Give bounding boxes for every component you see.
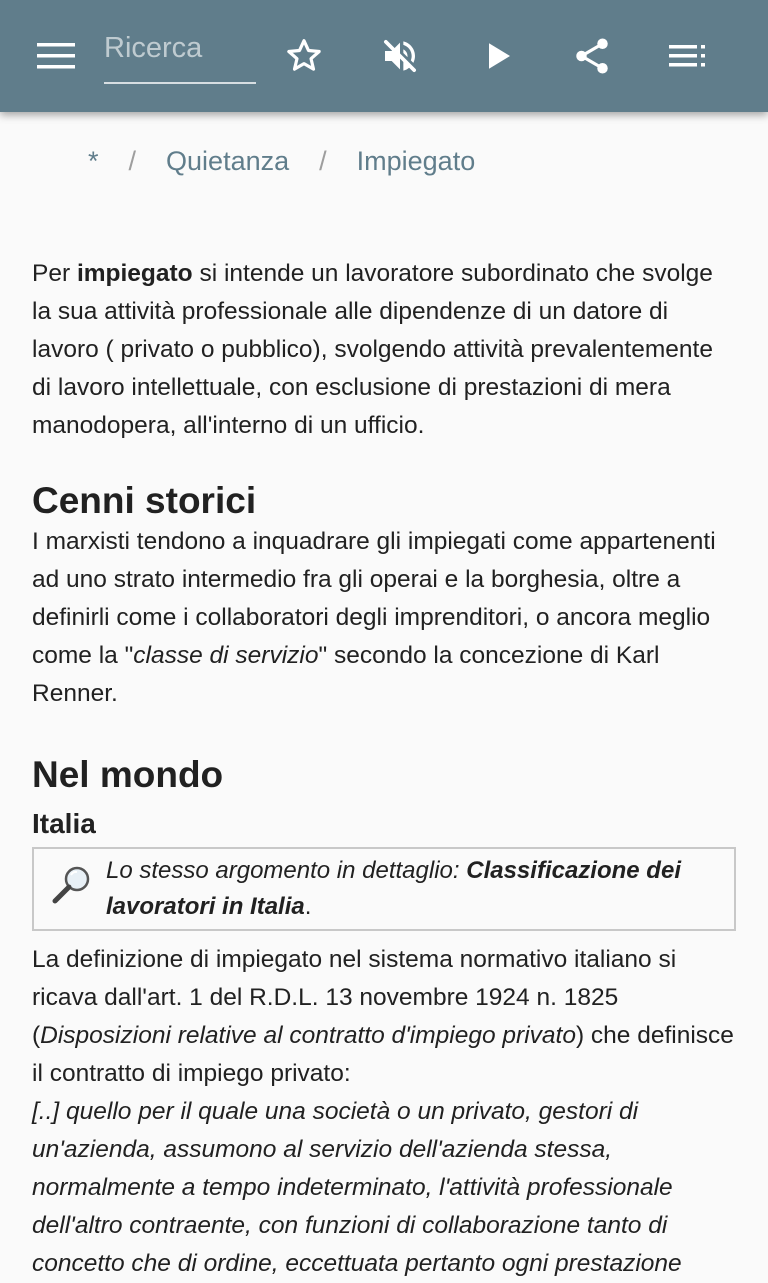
- italia-quote: [..] quello per il quale una società o un privato, gestori di un'azienda, assumono al servizio dell'azienda stessa, normalmente a tempo indeterminato, l'attività professionale dell'altro contraente, con funzioni di collaborazione tanto di concetto che di ordine, eccettuata pertanto ogni prestazione: [32, 1098, 682, 1277]
- section-heading-nel-mondo: Nel mondo: [32, 754, 224, 795]
- see-also-link[interactable]: Classificazione dei lavoratori in Italia: [106, 857, 681, 920]
- breadcrumb-separator: /: [319, 146, 327, 176]
- intro-term: impiegato: [76, 260, 193, 287]
- italia-paragraph: La definizione di impiegato nel sistema normativo italiano si ricava dall'art. 1 del R.D.L. 13 novembre 1924 n. 1825 (Disposizioni relative al contratto d'impiego privato) che definisce il contratto di impiego privato:: [32, 946, 734, 1087]
- table-of-contents-button[interactable]: [656, 24, 720, 88]
- share-icon: [571, 35, 613, 77]
- breadcrumb-impiegato[interactable]: Impiegato: [356, 146, 476, 176]
- menu-icon: [37, 42, 75, 70]
- list-menu-icon: [669, 44, 707, 68]
- mute-button[interactable]: [368, 24, 432, 88]
- menu-button[interactable]: [24, 24, 88, 88]
- play-icon: [480, 38, 516, 74]
- breadcrumb-quietanza[interactable]: Quietanza: [166, 146, 290, 176]
- article-content: [32, 255, 736, 1283]
- magnifier-icon: [50, 863, 94, 907]
- bookmark-button[interactable]: [272, 24, 336, 88]
- search-field[interactable]: [104, 24, 256, 84]
- breadcrumb-separator: /: [128, 146, 137, 176]
- subsection-heading-italia: Italia: [32, 808, 96, 839]
- see-also-box: Lo stesso argomento in dettaglio: Classificazione dei lavoratori in Italia.: [32, 847, 736, 931]
- volume-off-icon: [380, 36, 420, 76]
- intro-paragraph: Per impiegato si intende un lavoratore subordinato che svolge la sua attività professionale alle dipendenze di un datore di lavoro ( privato o pubblico), svolgendo attività prevalentemente di lavoro intellettuale, con esclusione di prestazioni di mera manodopera, all'interno di un ufficio.: [32, 260, 713, 439]
- app-bar: [0, 0, 768, 112]
- section-heading-cenni-storici: Cenni storici: [32, 480, 257, 521]
- share-button[interactable]: [560, 24, 624, 88]
- cenni-storici-paragraph: I marxisti tendono a inquadrare gli impiegati come appartenenti ad uno strato intermedio fra gli operai e la borghesia, oltre a definirli come i collaboratori degli imprenditori, o ancora meglio come la "classe di servizio" secondo la concezione di Karl Renner.: [32, 528, 716, 707]
- play-button[interactable]: [466, 24, 530, 88]
- star-outline-icon: [284, 36, 324, 76]
- breadcrumb: [88, 146, 475, 177]
- search-input[interactable]: [104, 24, 256, 72]
- breadcrumb-root[interactable]: *: [88, 146, 99, 176]
